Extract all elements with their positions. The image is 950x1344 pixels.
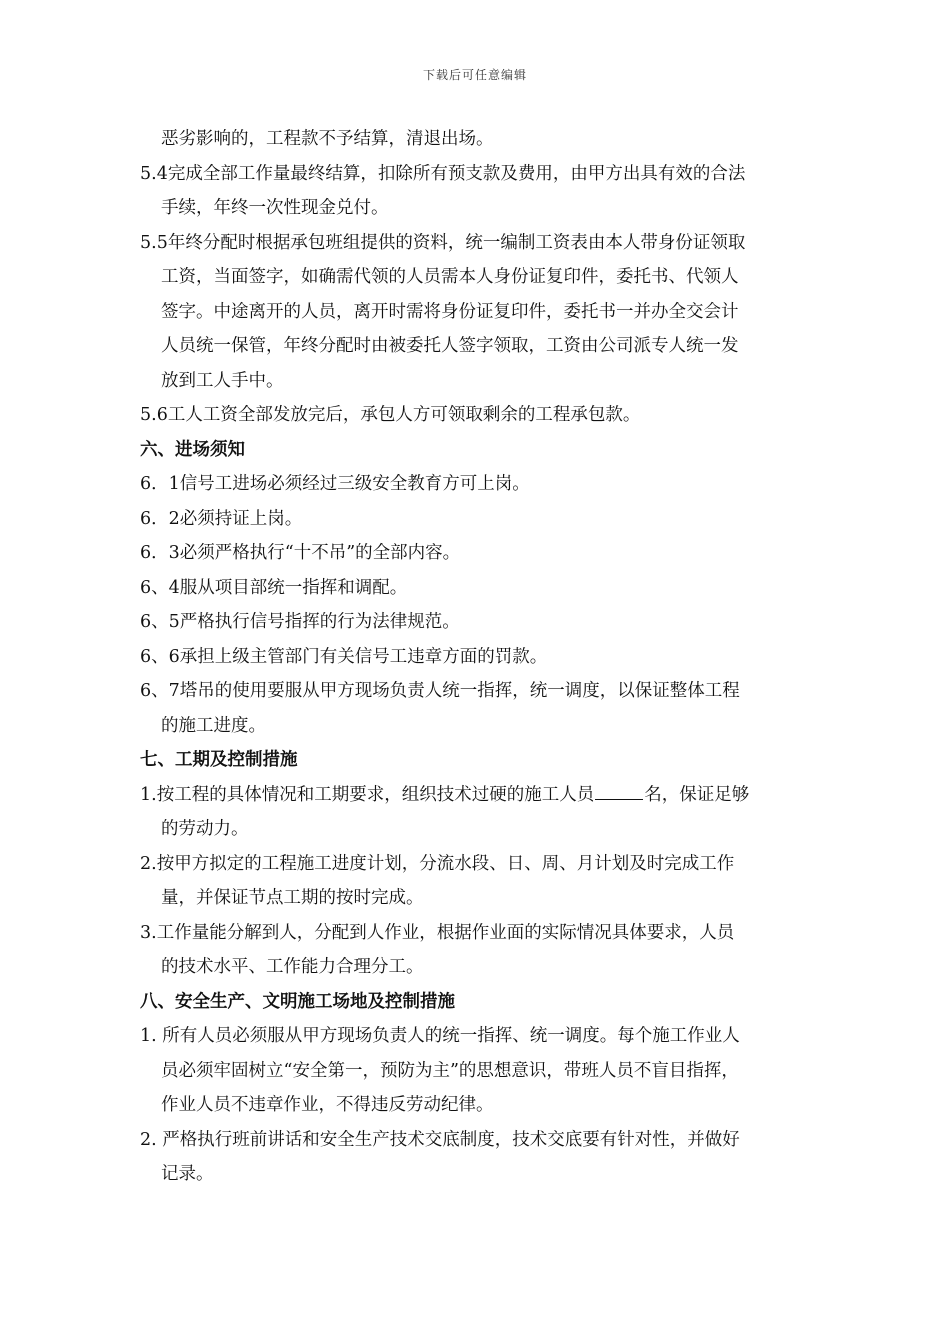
line-text-part: 1.按工程的具体情况和工期要求，组织技术过硬的施工人员 <box>140 784 595 805</box>
paragraph-line: 量，并保证节点工期的按时完成。 <box>161 888 424 908</box>
paragraph-line: 6、7塔吊的使用要服从甲方现场负责人统一指挥，统一调度，以保证整体工程 <box>140 681 740 701</box>
paragraph-line: 5.4完成全部工作量最终结算，扣除所有预支款及费用，由甲方出具有效的合法 <box>140 163 746 184</box>
line-text-part: 名，保证足够 <box>644 784 750 805</box>
paragraph-line: 6．2必须持证上岗。 <box>140 508 303 529</box>
document-body <box>140 122 830 1192</box>
paragraph-line: 3.工作量能分解到人，分配到人作业，根据作业面的实际情况具体要求，人员 <box>140 922 735 943</box>
paragraph-line: 工资，当面签字，如确需代领的人员需本人身份证复印件，委托书、代领人 <box>161 267 739 287</box>
paragraph-line: 5.5年终分配时根据承包班组提供的资料，统一编制工资表由本人带身份证领取 <box>140 232 746 253</box>
paragraph-line: 的技术水平、工作能力合理分工。 <box>161 957 424 977</box>
paragraph-line: 2. 严格执行班前讲话和安全生产技术交底制度，技术交底要有针对性，并做好 <box>140 1129 740 1150</box>
page-header: 下载后可任意编辑 <box>422 68 527 82</box>
section-heading-6: 六、进场须知 <box>140 439 245 460</box>
paragraph-line: 5.6工人工资全部发放完后，承包人方可领取剩余的工程承包款。 <box>140 405 641 425</box>
paragraph-line: 手续，年终一次性现金兑付。 <box>161 198 389 218</box>
paragraph-line: 的劳动力。 <box>161 819 249 839</box>
paragraph-line: 放到工人手中。 <box>161 370 284 391</box>
paragraph-line: 人员统一保管，年终分配时由被委托人签字领取，工资由公司派专人统一发 <box>161 336 739 356</box>
section-heading-7: 七、工期及控制措施 <box>140 750 298 770</box>
fill-in-blank <box>595 781 643 800</box>
paragraph-line: 6、5严格执行信号指挥的行为法律规范。 <box>140 612 460 632</box>
section-heading-8: 八、安全生产、文明施工场地及控制措施 <box>140 991 455 1012</box>
paragraph-line: 签字。中途离开的人员，离开时需将身份证复印件，委托书一并办全交会计 <box>161 301 739 322</box>
paragraph-line: 6．1信号工进场必须经过三级安全教育方可上岗。 <box>140 474 530 494</box>
paragraph-line: 的施工进度。 <box>161 715 266 736</box>
paragraph-line: 员必须牢固树立“安全第一，预防为主”的思想意识，带班人员不盲目指挥， <box>161 1060 739 1081</box>
paragraph-line: 恶劣影响的，工程款不予结算，清退出场。 <box>161 129 494 149</box>
paragraph-line: 6、6承担上级主管部门有关信号工违章方面的罚款。 <box>140 646 548 667</box>
paragraph-line: 6．3必须严格执行“十不吊”的全部内容。 <box>140 543 461 563</box>
paragraph-line: 1. 所有人员必须服从甲方现场负责人的统一指挥、统一调度。每个施工作业人 <box>140 1026 740 1046</box>
paragraph-line: 作业人员不违章作业，不得违反劳动纪律。 <box>161 1095 494 1115</box>
paragraph-line: 记录。 <box>161 1164 214 1184</box>
paragraph-line <box>140 778 830 813</box>
paragraph-line: 2.按甲方拟定的工程施工进度计划，分流水段、日、周、月计划及时完成工作 <box>140 853 735 874</box>
paragraph-line: 6、4服从项目部统一指挥和调配。 <box>140 577 408 598</box>
